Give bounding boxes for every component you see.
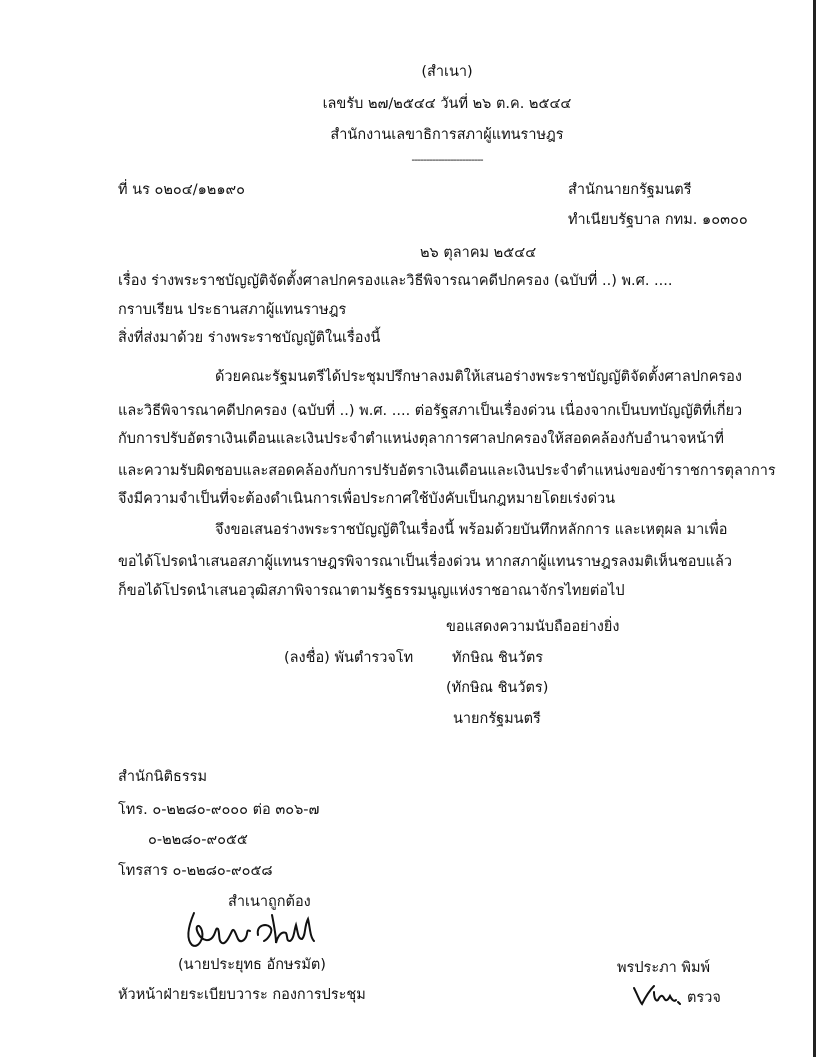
signed-label: (ลงชื่อ) พันตำรวจโท <box>284 650 414 666</box>
closing: ขอแสดงความนับถืออย่างยิ่ง <box>446 619 620 635</box>
body-line: กับการปรับอัตราเงินเดือนและเงินประจำตำแหน่งตุลาการศาลปกครองให้สอดคล้องกับอำนาจหน้าที่ <box>118 431 724 447</box>
doc-number: ที่ นร ๐๒๐๔/๑๒๑๙๐ <box>118 182 246 198</box>
letter-date: ๒๖ ตุลาคม ๒๕๔๔ <box>420 245 537 261</box>
typist: พรประภา พิมพ์ <box>617 960 711 976</box>
salutation: กราบเรียน ประธานสภาผู้แทนราษฎร <box>118 302 347 318</box>
body-line: และความรับผิดชอบและสอดคล้องกับการปรับอัตราเงินเดือนและเงินประจำตำแหน่งของข้าราชการตุลาการ <box>118 463 776 479</box>
header-separator: ------------------------ <box>411 153 483 166</box>
signer-name: ทักษิณ ชินวัตร <box>452 650 544 666</box>
body-line: และวิธีพิจารณาคดีปกครอง (ฉบับที่ ..) พ.ศ. .... ต่อรัฐสภาเป็นเรื่องด่วน เนื่องจากเป็นบทบัญญัติที่เกี่ยว <box>118 403 743 419</box>
certifier-title: หัวหน้าฝ่ายระเบียบวาระ กองการประชุม <box>118 987 366 1003</box>
footer-fax: โทรสาร ๐-๒๒๘๐-๙๐๕๘ <box>118 863 273 879</box>
signer-title: นายกรัฐมนตรี <box>453 711 541 727</box>
body-line: ก็ขอได้โปรดนำเสนอวุฒิสภาพิจารณาตามรัฐธรรมนูญแห่งราชอาณาจักรไทยต่อไป <box>118 583 625 599</box>
subject: เรื่อง ร่างพระราชบัญญัติจัดตั้งศาลปกครองและวิธีพิจารณาคดีปกครอง (ฉบับที่ ..) พ.ศ. .... <box>118 273 673 289</box>
enclosure: สิ่งที่ส่งมาด้วย ร่างพระราชบัญญัติในเรื่องนี้ <box>118 330 381 346</box>
body-line: จึงขอเสนอร่างพระราชบัญญัติในเรื่องนี้ พร้อมด้วยบันทึกหลักการ และเหตุผล มาเพื่อ <box>215 522 728 538</box>
certifier-name: (นายประยุทธ อักษรมัต) <box>178 957 326 973</box>
certifier-signature <box>180 905 325 953</box>
body-line: ด้วยคณะรัฐมนตรีได้ประชุมปรึกษาลงมติให้เสนอร่างพระราชบัญญัติจัดตั้งศาลปกครอง <box>215 369 742 385</box>
sender-office: สำนักนายกรัฐมนตรี <box>568 182 692 198</box>
body-line: จึงมีความจำเป็นที่จะต้องดำเนินการเพื่อประกาศใช้บังคับเป็นกฎหมายโดยเร่งด่วน <box>118 491 616 507</box>
certified-label: สำเนาถูกต้อง <box>228 894 311 910</box>
receiving-office: สำนักงานเลขาธิการสภาผู้แทนราษฎร <box>330 127 564 143</box>
body-line: ขอได้โปรดนำเสนอสภาผู้แทนราษฎรพิจารณาเป็นเรื่องด่วน หากสภาผู้แทนราษฎรลงมติเห็นชอบแล้ว <box>118 554 732 570</box>
sender-address: ทำเนียบรัฐบาล กทม. ๑๐๓๐๐ <box>568 212 748 228</box>
copy-mark: (สำเนา) <box>421 64 473 80</box>
checker-label: ตรวจ <box>687 990 721 1006</box>
receipt-line: เลขรับ ๒๗/๒๕๔๔ วันที่ ๒๖ ต.ค. ๒๕๔๔ <box>322 96 572 112</box>
footer-office: สำนักนิติธรรม <box>118 769 207 785</box>
signer-name-paren: (ทักษิณ ชินวัตร) <box>446 680 549 696</box>
checker-initials <box>630 982 684 1008</box>
footer-tel2: ๐-๒๒๘๐-๙๐๕๕ <box>148 832 248 848</box>
footer-tel: โทร. ๐-๒๒๘๐-๙๐๐๐ ต่อ ๓๐๖-๗ <box>118 802 320 818</box>
